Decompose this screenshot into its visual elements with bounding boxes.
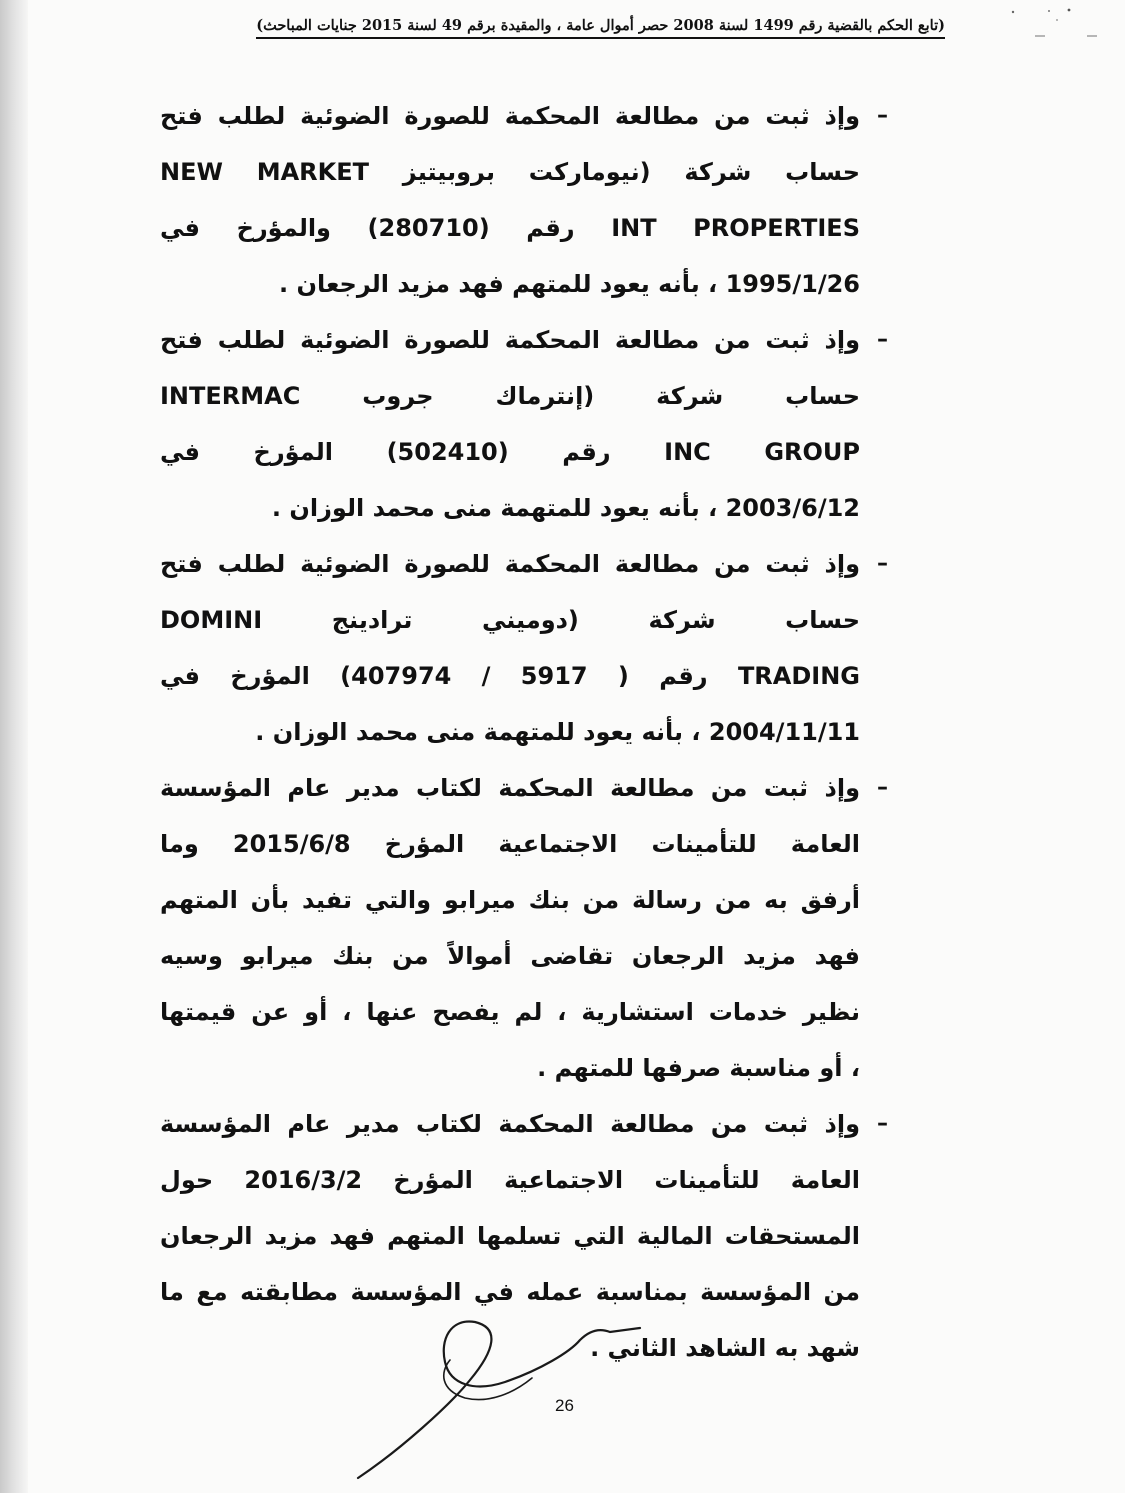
text-line: TRADING رقم ( 5917 / 407974) المؤرخ في: [160, 662, 860, 690]
page-header: (تابع الحكم بالقضية رقم 1499 لسنة 2008 حصر أموال عامة ، والمقيدة برقم 49 لسنة 2015 جنايات المباحث): [256, 16, 945, 39]
paragraph-item: [160, 536, 888, 760]
text-line: المستحقات المالية التي تسلمها المتهم فهد مزيد الرجعان: [160, 1222, 860, 1250]
scan-specks: [1005, 6, 1105, 40]
text-line: INT PROPERTIES رقم (280710) والمؤرخ في: [160, 214, 860, 242]
text-line: حساب شركة (نيوماركت بروبيتيز NEW MARKET: [160, 158, 860, 186]
list-dash: –: [877, 551, 888, 576]
text-line: حساب شركة (دوميني ترادينج DOMINI: [160, 606, 860, 634]
text-line: ، أو مناسبة صرفها للمتهم .: [537, 1054, 860, 1082]
text-line: 2004/11/11 ، بأنه يعود للمتهمة منى محمد الوزان .: [255, 718, 860, 746]
document-body: [160, 88, 888, 1376]
list-dash: –: [877, 1111, 888, 1136]
text-line: شهد به الشاهد الثاني .: [590, 1334, 860, 1362]
page-binding-shadow: [0, 0, 28, 1493]
handwritten-signature: [300, 1310, 680, 1480]
paragraph-item: [160, 312, 888, 536]
text-line: أرفق به من رسالة من بنك ميرابو والتي تفيد بأن المتهم: [160, 886, 860, 914]
paragraph-item: [160, 88, 888, 312]
paragraph-item: [160, 760, 888, 1096]
list-dash: –: [877, 103, 888, 128]
text-line: فهد مزيد الرجعان تقاضى أموالاً من بنك ميرابو وسيه: [160, 942, 860, 970]
text-line: وإذ ثبت من مطالعة المحكمة لكتاب مدير عام المؤسسة: [160, 774, 860, 802]
text-line: نظير خدمات استشارية ، لم يفصح عنها ، أو عن قيمتها: [160, 998, 860, 1026]
text-line: وإذ ثبت من مطالعة المحكمة للصورة الضوئية لطلب فتح: [160, 102, 860, 130]
list-dash: –: [877, 775, 888, 800]
page-number: 26: [555, 1396, 574, 1415]
text-line: 1995/1/26 ، بأنه يعود للمتهم فهد مزيد الرجعان .: [279, 270, 860, 298]
text-line: INC GROUP رقم (502410) المؤرخ في: [160, 438, 860, 466]
text-line: العامة للتأمينات الاجتماعية المؤرخ 2016/3/2 حول: [160, 1166, 860, 1194]
text-line: وإذ ثبت من مطالعة المحكمة للصورة الضوئية لطلب فتح: [160, 550, 860, 578]
text-line: حساب شركة (إنترماك جروب INTERMAC: [160, 382, 860, 410]
text-line: وإذ ثبت من مطالعة المحكمة للصورة الضوئية لطلب فتح: [160, 326, 860, 354]
text-line: 2003/6/12 ، بأنه يعود للمتهمة منى محمد الوزان .: [271, 494, 860, 522]
text-line: وإذ ثبت من مطالعة المحكمة لكتاب مدير عام المؤسسة: [160, 1110, 860, 1138]
text-line: العامة للتأمينات الاجتماعية المؤرخ 2015/6/8 وما: [160, 830, 860, 858]
list-dash: –: [877, 327, 888, 352]
text-line: من المؤسسة بمناسبة عمله في المؤسسة مطابقته مع ما: [160, 1278, 860, 1306]
